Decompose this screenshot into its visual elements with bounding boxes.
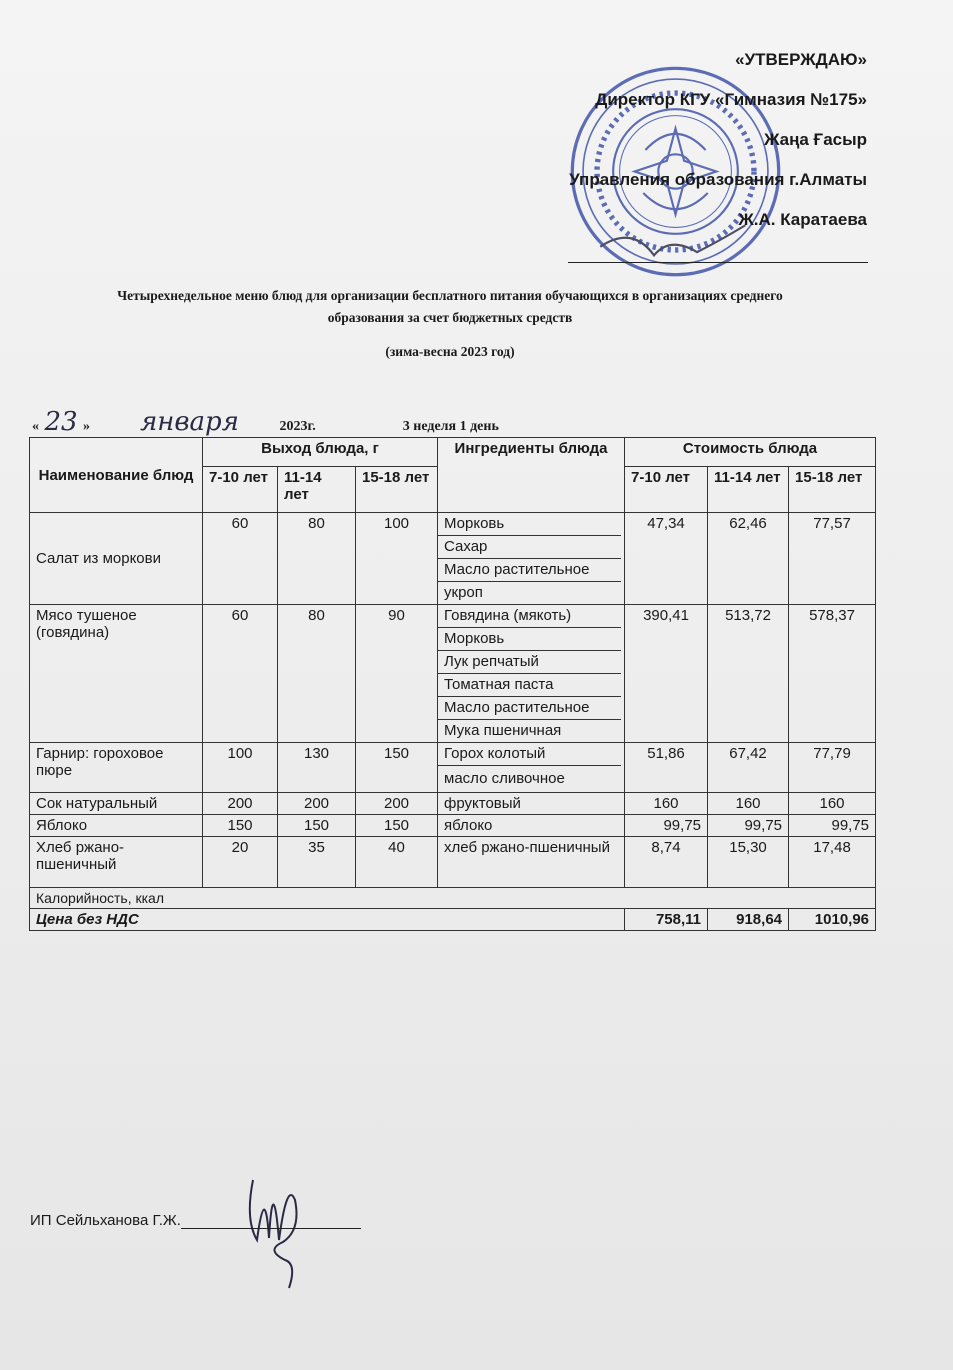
ingredient-item: хлеб ржано-пшеничный [438,837,625,888]
date-month: января [140,407,239,437]
ingredient-item: яблоко [438,815,625,837]
document-title-line2: образования за счет бюджетных средств [327,310,573,325]
dish-name: Мясо тушеное (говядина) [30,605,203,743]
cost-age1: 51,86 [625,743,708,793]
yield-age1: 60 [203,605,278,743]
ingredient-item: масло сливочное [444,770,565,787]
header-ingredients: Ингредиенты блюда [438,438,625,513]
ingredient-item: Сахар [438,536,621,559]
yield-age2: 80 [278,513,356,605]
header-cost-age2: 11-14 лет [708,467,789,513]
footer-signer: ИП Сейльханова Г.Ж. [30,1212,181,1229]
approval-signature-line [568,262,868,263]
date-open-quote: « [32,419,39,434]
date-line [32,407,499,438]
cost-age1: 160 [625,793,708,815]
cost-age2: 62,46 [708,513,789,605]
cost-age2: 160 [708,793,789,815]
date-day: 23 [44,407,78,437]
yield-age3: 90 [356,605,438,743]
footer-signature [30,1212,361,1229]
document-season: (зима-весна 2023 год) [385,344,515,359]
header-cost: Стоимость блюда [625,438,876,467]
yield-age3: 40 [356,837,438,888]
dish-name: Сок натуральный [30,793,203,815]
calories-label: Калорийность, ккал [30,888,876,909]
ingredient-item: Масло растительное [438,559,621,582]
header-dish-name: Наименование блюд [30,438,203,513]
approval-director: Директор КГУ «Гимназия №175» [595,90,867,109]
yield-age2: 150 [278,815,356,837]
dish-name: Гарнир: гороховое пюре [30,743,203,793]
price-label: Цена без НДС [30,909,625,931]
cost-age3: 99,75 [789,815,876,837]
ingredient-item: Говядина (мякоть) [438,605,621,628]
yield-age2: 80 [278,605,356,743]
ingredients-list [438,605,625,743]
ingredient-item: укроп [444,584,483,601]
price-age1: 758,11 [625,909,708,931]
table-row [30,837,876,888]
approval-school-name: Жаңа Ғасыр [764,130,867,149]
ingredient-item: фруктовый [438,793,625,815]
ingredients-list [438,743,625,793]
price-row [30,909,876,931]
price-age2: 918,64 [708,909,789,931]
cost-age2: 67,42 [708,743,789,793]
yield-age2: 130 [278,743,356,793]
document-title-line1: Четырехнедельное меню блюд для организации бесплатного питания обучающихся в организациях среднего [117,288,783,303]
cost-age3: 17,48 [789,837,876,888]
date-year: 2023г. [279,419,316,434]
cost-age3: 160 [789,793,876,815]
table-row [30,605,876,743]
approval-block [569,40,867,240]
header-yield-age1: 7-10 лет [203,467,278,513]
ingredient-item: Морковь [438,628,621,651]
ingredient-item: Лук репчатый [438,651,621,674]
yield-age2: 35 [278,837,356,888]
cost-age1: 8,74 [625,837,708,888]
cost-age2: 15,30 [708,837,789,888]
yield-age3: 150 [356,743,438,793]
cost-age3: 77,79 [789,743,876,793]
approval-department: Управления образования г.Алматы [569,170,867,189]
yield-age3: 100 [356,513,438,605]
yield-age1: 200 [203,793,278,815]
ingredient-item: Томатная паста [438,674,621,697]
yield-age3: 150 [356,815,438,837]
table-row [30,513,876,605]
ingredient-item: Мука пшеничная [444,722,562,739]
dish-name: Яблоко [30,815,203,837]
ingredient-item: Морковь [438,513,621,536]
date-close-quote: » [83,419,90,434]
header-yield: Выход блюда, г [203,438,438,467]
yield-age2: 200 [278,793,356,815]
cost-age1: 99,75 [625,815,708,837]
cost-age3: 77,57 [789,513,876,605]
approval-signatory: Ж.А. Каратаева [738,210,867,229]
yield-age1: 150 [203,815,278,837]
ingredient-item: Масло растительное [438,697,621,720]
week-day-label: 3 неделя 1 день [402,419,499,434]
footer-signature-line [181,1228,361,1229]
dish-name: Салат из моркови [30,513,203,605]
cost-age3: 578,37 [789,605,876,743]
header-yield-age3: 15-18 лет [356,467,438,513]
table-row [30,743,876,793]
cost-age1: 390,41 [625,605,708,743]
table-row [30,815,876,837]
header-yield-age2: 11-14 лет [278,467,356,513]
yield-age1: 60 [203,513,278,605]
cost-age2: 99,75 [708,815,789,837]
price-age3: 1010,96 [789,909,876,931]
dish-name: Хлеб ржано-пшеничный [30,837,203,888]
yield-age1: 20 [203,837,278,888]
table-row [30,793,876,815]
header-cost-age1: 7-10 лет [625,467,708,513]
approval-title: «УТВЕРЖДАЮ» [735,50,867,69]
cost-age2: 513,72 [708,605,789,743]
cost-age1: 47,34 [625,513,708,605]
yield-age1: 100 [203,743,278,793]
ingredients-list [438,513,625,605]
header-cost-age3: 15-18 лет [789,467,876,513]
ingredient-item: Горох колотый [438,743,621,766]
yield-age3: 200 [356,793,438,815]
menu-table [29,437,876,931]
